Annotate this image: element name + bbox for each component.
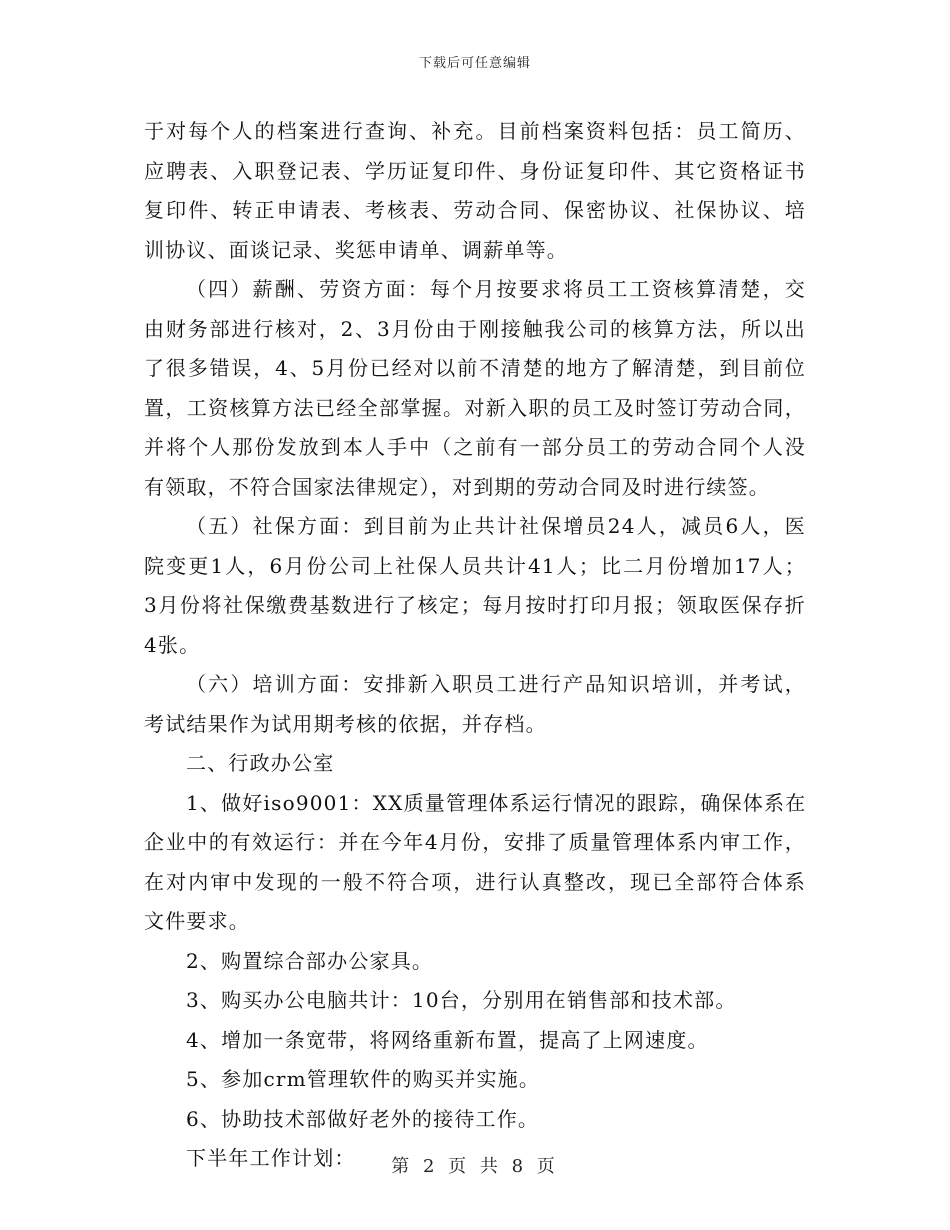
body-line: （六）培训方面：安排新入职员工进行产品知识培训，并考试， bbox=[186, 672, 806, 696]
body-line: 于对每个人的档案进行查询、补充。目前档案资料包括：员工简历、 bbox=[144, 119, 806, 143]
body-line: 文件要求。 bbox=[144, 909, 250, 933]
body-line: 应聘表、入职登记表、学历证复印件、身份证复印件、其它资格证书 bbox=[144, 158, 806, 183]
body-line: 复印件、转正申请表、考核表、劳动合同、保密协议、社保协议、培 bbox=[144, 198, 806, 222]
body-line: 由财务部进行核对，2、3月份由于刚接触我公司的核算方法，所以出 bbox=[144, 316, 806, 341]
body-line: 2、购置综合部办公家具。 bbox=[186, 948, 434, 973]
body-line: 考试结果作为试用期考核的依据，并存档。 bbox=[144, 711, 547, 736]
body-line: 3、购买办公电脑共计：10台，分别用在销售部和技术部。 bbox=[186, 988, 737, 1012]
body-line: 了很多错误，4、5月份已经对以前不清楚的地方了解清楚，到目前位 bbox=[144, 356, 806, 380]
body-line: 4、增加一条宽带，将网络重新布置，提高了上网速度。 bbox=[186, 1027, 709, 1052]
body-line: （四）薪酬、劳资方面：每个月按要求将员工工资核算清楚，交 bbox=[186, 277, 806, 301]
body-line: 3月份将社保缴费基数进行了核定；每月按时打印月报；领取医保存折 bbox=[144, 593, 806, 617]
body-line: 4张。 bbox=[144, 632, 201, 657]
body-line: 在对内审中发现的一般不符合项，进行认真整改，现已全部符合体系 bbox=[144, 869, 806, 894]
section-heading: 下半年工作计划： bbox=[186, 1146, 356, 1170]
body-line: 企业中的有效运行：并在今年4月份，安排了质量管理体系内审工作， bbox=[144, 830, 806, 854]
document-body bbox=[144, 112, 806, 1179]
page-number-footer: 第 2 页 共 8 页 bbox=[391, 1156, 559, 1177]
body-line: 6、协助技术部做好老外的接待工作。 bbox=[186, 1106, 540, 1131]
body-line: 并将个人那份发放到本人手中（之前有一部分员工的劳动合同个人没 bbox=[144, 435, 806, 459]
body-line: 训协议、面谈记录、奖惩申请单、调薪单等。 bbox=[144, 237, 568, 262]
body-line: 院变更1人，6月份公司上社保人员共计41人；比二月份增加17人； bbox=[144, 553, 806, 578]
body-line: （五）社保方面：到目前为止共计社保增员24人，减员6人，医 bbox=[186, 514, 806, 538]
section-heading: 二、行政办公室 bbox=[186, 751, 335, 775]
body-line: 置，工资核算方法已经全部掌握。对新入职的员工及时签订劳动合同， bbox=[144, 395, 806, 420]
body-line: 5、参加crm管理软件的购买并实施。 bbox=[186, 1067, 541, 1091]
page-header-note: 下载后可任意编辑 bbox=[418, 56, 531, 71]
body-line: 1、做好iso9001：XX质量管理体系运行情况的跟踪，确保体系在 bbox=[186, 790, 807, 815]
body-line: 有领取，不符合国家法律规定），对到期的劳动合同及时进行续签。 bbox=[144, 474, 770, 499]
